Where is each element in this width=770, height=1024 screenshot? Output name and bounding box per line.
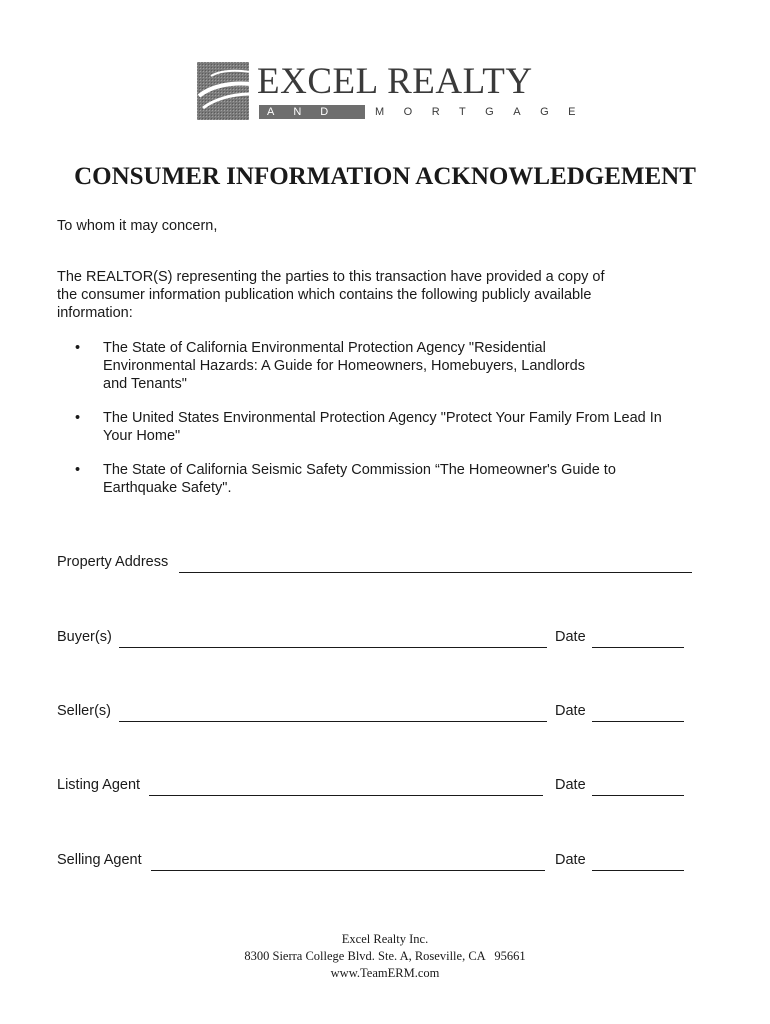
publication-list	[57, 339, 707, 497]
listing-agent-signature-line[interactable]	[149, 795, 543, 796]
sellers-signature-line[interactable]	[119, 721, 547, 722]
selling-agent-field	[57, 851, 687, 871]
intro-line: information:	[57, 305, 133, 321]
sellers-label: Seller(s)	[57, 703, 111, 719]
logo-company-name: EXCEL REALTY	[257, 61, 533, 102]
list-item-line: and Tenants"	[103, 376, 187, 392]
intro-paragraph	[57, 268, 657, 322]
sellers-date-line[interactable]	[592, 721, 684, 722]
selling-agent-label: Selling Agent	[57, 852, 142, 868]
property-address-line[interactable]	[179, 572, 692, 573]
listing-agent-label: Listing Agent	[57, 777, 141, 793]
list-item-line: The State of California Environmental Protection Agency "Residential	[103, 340, 546, 356]
logo-and-bar: AND	[259, 105, 365, 119]
footer-website: www.TeamERM.com	[330, 966, 440, 980]
buyers-field	[57, 628, 687, 648]
footer-company: Excel Realty Inc.	[341, 932, 429, 946]
footer-address: 8300 Sierra College Blvd. Ste. A, Roseville, CA 95661	[244, 949, 526, 963]
logo-mortgage-text: MORTGAGE	[375, 106, 595, 118]
list-item-line: The State of California Seismic Safety Commission “The Homeowner's Guide to	[103, 462, 616, 478]
sellers-date-label: Date	[555, 703, 586, 719]
list-item-line: Environmental Hazards: A Guide for Homeowners, Homebuyers, Landlords	[103, 358, 585, 374]
logo-emblem-icon	[197, 62, 249, 120]
selling-agent-signature-line[interactable]	[151, 870, 545, 871]
selling-agent-date-label: Date	[555, 852, 586, 868]
buyers-signature-line[interactable]	[119, 647, 547, 648]
document-title: CONSUMER INFORMATION ACKNOWLEDGEMENT	[74, 163, 696, 190]
bullet-icon: •	[75, 462, 81, 478]
salutation: To whom it may concern,	[57, 218, 218, 234]
list-item	[57, 339, 707, 393]
sellers-field	[57, 702, 687, 722]
buyers-date-line[interactable]	[592, 647, 684, 648]
intro-line: The REALTOR(S) representing the parties to this transaction have provided a copy of	[57, 269, 605, 285]
selling-agent-date-line[interactable]	[592, 870, 684, 871]
listing-agent-date-label: Date	[555, 777, 586, 793]
list-item	[57, 409, 707, 445]
list-item-line: Earthquake Safety".	[103, 480, 232, 496]
list-item-line: Your Home"	[103, 428, 181, 444]
list-item-line: The United States Environmental Protection Agency "Protect Your Family From Lead In	[103, 410, 662, 426]
list-item	[57, 461, 707, 497]
footer	[0, 931, 770, 982]
bullet-icon: •	[75, 340, 81, 356]
intro-line: the consumer information publication which contains the following publicly available	[57, 287, 592, 303]
property-address-field	[57, 553, 692, 573]
listing-agent-date-line[interactable]	[592, 795, 684, 796]
property-address-label: Property Address	[57, 554, 169, 570]
bullet-icon: •	[75, 410, 81, 426]
buyers-date-label: Date	[555, 629, 586, 645]
listing-agent-field	[57, 776, 687, 796]
company-logo	[197, 61, 595, 124]
buyers-label: Buyer(s)	[57, 629, 112, 645]
